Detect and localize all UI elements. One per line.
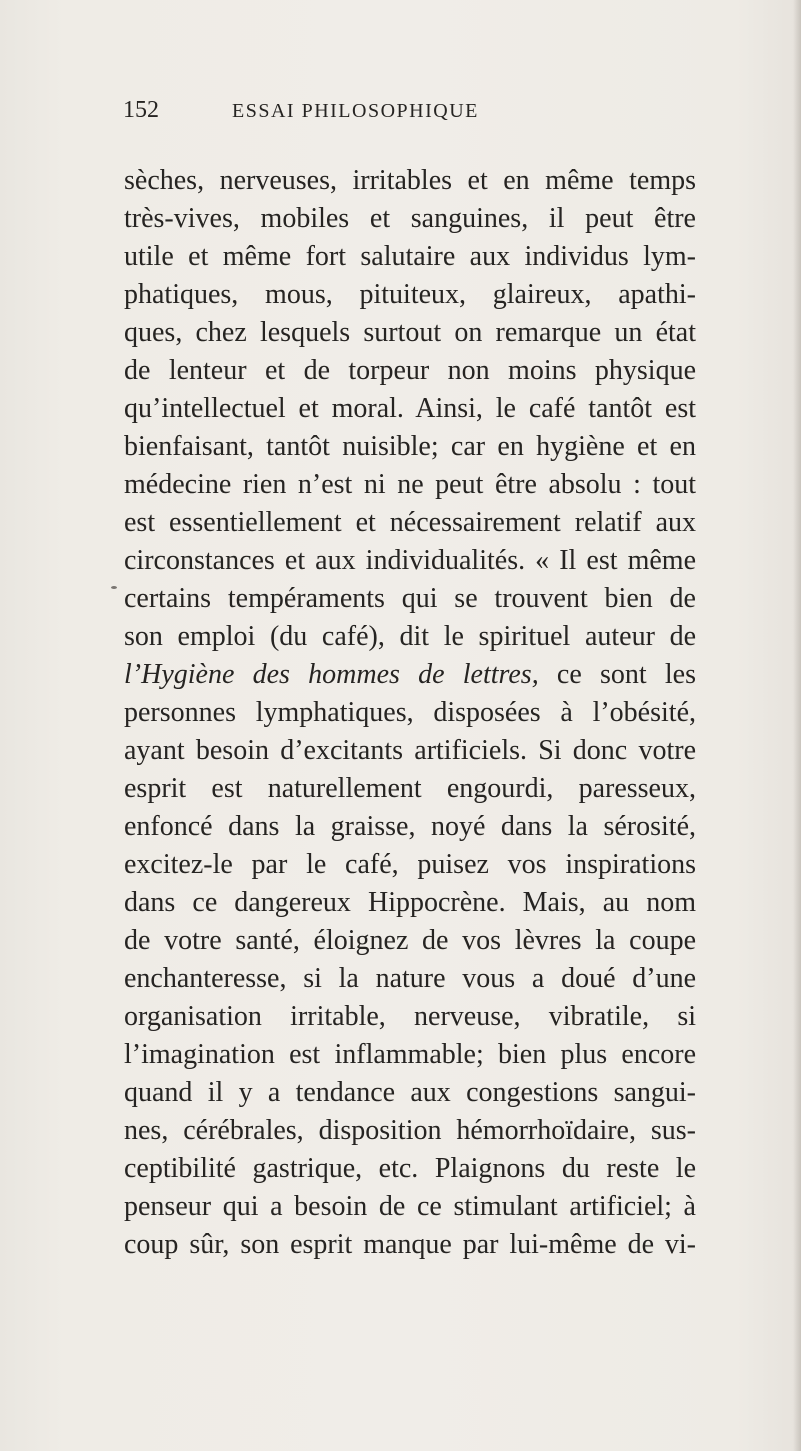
text-line: quand il y a tendance aux congestions sangui-	[124, 1077, 696, 1108]
text-line: esprit est naturellement engourdi, paresseux,	[124, 773, 696, 804]
text-line: utile et même fort salutaire aux individus lym-	[124, 241, 696, 272]
text-line: ayant besoin d’excitants artificiels. Si donc votre	[124, 735, 696, 766]
body-text	[124, 162, 696, 1264]
text-fragment: ce sont les	[538, 659, 696, 690]
text-line: coup sûr, son esprit manque par lui-même de vi-	[124, 1229, 696, 1260]
text-line: personnes lymphatiques, disposées à l’obésité,	[124, 697, 696, 728]
page-edge-shadow	[793, 0, 801, 1451]
text-line: ceptibilité gastrique, etc. Plaignons du reste le	[124, 1153, 696, 1184]
text-line: médecine rien n’est ni ne peut être absolu : tout	[124, 469, 696, 500]
text-line	[124, 656, 696, 694]
text-line: est essentiellement et nécessairement relatif aux	[124, 507, 696, 538]
ink-mark	[111, 586, 117, 589]
page-number: 152	[123, 97, 159, 123]
text-line: enchanteresse, si la nature vous a doué d’une	[124, 963, 696, 994]
text-line: de lenteur et de torpeur non moins physique	[124, 355, 696, 386]
text-line: ques, chez lesquels surtout on remarque un état	[124, 317, 696, 348]
text-line: bienfaisant, tantôt nuisible; car en hygiène et en	[124, 431, 696, 462]
text-line: l’imagination est inflammable; bien plus encore	[124, 1039, 696, 1070]
text-line: nes, cérébrales, disposition hémorrhoïdaire, sus-	[124, 1115, 696, 1146]
text-line: organisation irritable, nerveuse, vibratile, si	[124, 1001, 696, 1032]
text-line: de votre santé, éloignez de vos lèvres la coupe	[124, 925, 696, 956]
text-line: son emploi (du café), dit le spirituel auteur de	[124, 621, 696, 652]
text-line: excitez-le par le café, puisez vos inspirations	[124, 849, 696, 880]
text-line: circonstances et aux individualités. « Il est même	[124, 545, 696, 576]
text-line: dans ce dangereux Hippocrène. Mais, au nom	[124, 887, 696, 918]
text-line: penseur qui a besoin de ce stimulant artificiel; à	[124, 1191, 696, 1222]
text-line: sèches, nerveuses, irritables et en même temps	[124, 165, 696, 196]
text-line: très-vives, mobiles et sanguines, il peut être	[124, 203, 696, 234]
text-line: qu’intellectuel et moral. Ainsi, le café tantôt est	[124, 393, 696, 424]
text-line: certains tempéraments qui se trouvent bien de	[124, 583, 696, 614]
italic-title: l’Hygiène des hommes de lettres,	[124, 659, 539, 690]
running-header: ESSAI PHILOSOPHIQUE	[232, 100, 479, 122]
text-line: enfoncé dans la graisse, noyé dans la sérosité,	[124, 811, 696, 842]
text-line: phatiques, mous, pituiteux, glaireux, apathi-	[124, 279, 696, 310]
